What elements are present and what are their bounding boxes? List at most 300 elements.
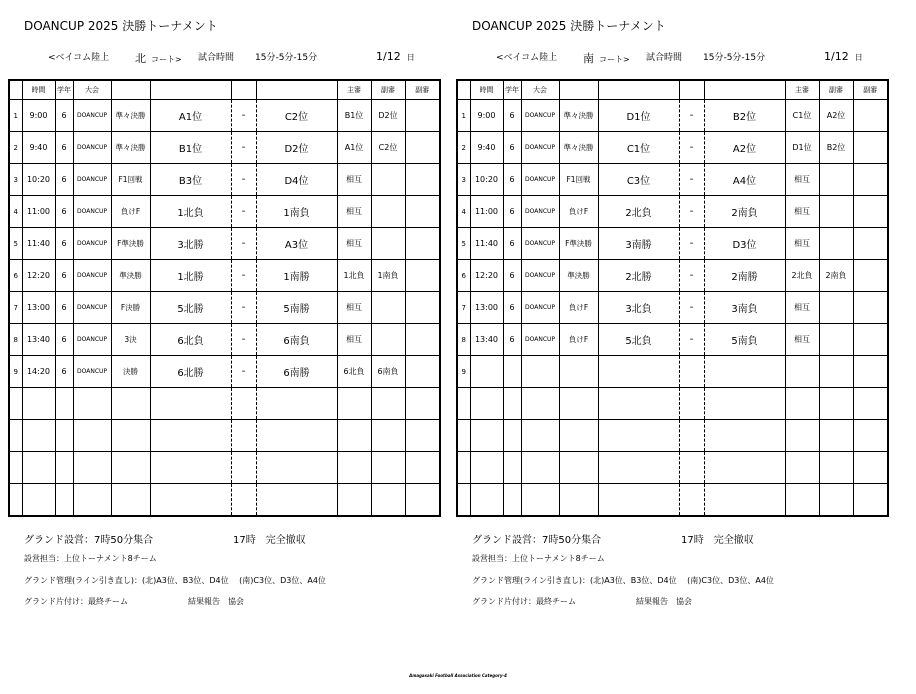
cell-ref2 <box>371 196 405 228</box>
cell-ref1 <box>785 356 819 388</box>
cell-grade <box>503 420 521 452</box>
column-header: 副審 <box>853 80 888 100</box>
match-time-label: 試合時間 <box>646 53 683 63</box>
south-court-panel <box>456 0 896 620</box>
cell-ref1 <box>337 388 371 420</box>
cell-tournament: DOANCUP <box>73 132 111 164</box>
table-row <box>457 132 888 164</box>
cell-vs <box>231 420 256 452</box>
cell-round: 決勝 <box>111 356 150 388</box>
cell-team-b: D4位 <box>256 164 337 196</box>
cell-no <box>457 452 470 484</box>
cell-grade: 6 <box>55 356 73 388</box>
table-row <box>457 324 888 356</box>
cell-round: 準々決勝 <box>111 132 150 164</box>
cell-team-b <box>704 356 785 388</box>
cell-no: 5 <box>457 228 470 260</box>
cell-tournament: DOANCUP <box>73 292 111 324</box>
cell-team-a <box>150 388 231 420</box>
table-row <box>9 100 440 132</box>
cell-no: 6 <box>457 260 470 292</box>
cell-team-b: D2位 <box>256 132 337 164</box>
cell-ref2: A2位 <box>819 100 853 132</box>
cell-grade: 6 <box>503 228 521 260</box>
setup-note: グランド設営：7時50分集合 <box>472 535 602 546</box>
match-time-value: 15分-5分-15分 <box>703 53 766 63</box>
cell-round <box>559 420 598 452</box>
cell-round: 3決 <box>111 324 150 356</box>
cell-team-b: 2南勝 <box>704 260 785 292</box>
cell-round: 準決勝 <box>559 260 598 292</box>
cell-time: 11:40 <box>22 228 55 260</box>
cell-grade <box>503 484 521 517</box>
cell-grade <box>55 420 73 452</box>
schedule-body <box>457 80 888 516</box>
cell-tournament: DOANCUP <box>73 260 111 292</box>
cell-round <box>111 420 150 452</box>
table-row <box>9 324 440 356</box>
cell-round <box>111 388 150 420</box>
cell-team-a: 6北勝 <box>150 356 231 388</box>
cell-no <box>9 420 22 452</box>
cell-ref1: C1位 <box>785 100 819 132</box>
cell-vs: - <box>231 100 256 132</box>
cell-grade: 6 <box>55 164 73 196</box>
cell-grade: 6 <box>55 228 73 260</box>
cell-vs: - <box>231 356 256 388</box>
cell-team-b: A4位 <box>704 164 785 196</box>
cell-vs: - <box>679 324 704 356</box>
cell-ref2: 1南負 <box>371 260 405 292</box>
cell-round <box>559 356 598 388</box>
cell-ref3 <box>405 452 440 484</box>
cell-team-a <box>598 484 679 517</box>
cell-ref1: 相互 <box>785 292 819 324</box>
column-header: 副審 <box>371 80 405 100</box>
match-date <box>824 50 863 63</box>
cell-grade <box>503 356 521 388</box>
cell-round: 準々決勝 <box>559 132 598 164</box>
cell-round <box>559 484 598 517</box>
date-value: 1/12 <box>824 50 849 63</box>
cell-ref3 <box>853 452 888 484</box>
cell-team-a: 2北勝 <box>598 260 679 292</box>
cell-time <box>22 452 55 484</box>
cell-time: 9:40 <box>22 132 55 164</box>
cell-ref1: D1位 <box>785 132 819 164</box>
cell-ref3 <box>405 356 440 388</box>
cell-time: 11:00 <box>22 196 55 228</box>
cell-vs <box>679 356 704 388</box>
column-header <box>231 80 256 100</box>
cell-ref2 <box>371 420 405 452</box>
cell-vs <box>231 388 256 420</box>
cell-ref1: 1北負 <box>337 260 371 292</box>
cell-tournament <box>521 452 559 484</box>
cell-vs <box>231 452 256 484</box>
table-row <box>457 196 888 228</box>
cell-ref3 <box>853 196 888 228</box>
cell-grade <box>55 388 73 420</box>
cell-tournament: DOANCUP <box>73 196 111 228</box>
cell-grade <box>55 484 73 517</box>
date-suffix: 日 <box>406 53 415 62</box>
cell-tournament: DOANCUP <box>521 196 559 228</box>
column-header: 副審 <box>405 80 440 100</box>
column-header <box>256 80 337 100</box>
cell-tournament: DOANCUP <box>521 324 559 356</box>
column-header <box>150 80 231 100</box>
table-row <box>9 356 440 388</box>
table-row <box>457 100 888 132</box>
table-row <box>9 388 440 420</box>
cell-no: 3 <box>457 164 470 196</box>
cell-tournament: DOANCUP <box>521 132 559 164</box>
column-header: 学年 <box>55 80 73 100</box>
cell-ref3 <box>405 228 440 260</box>
cell-ref1 <box>785 484 819 517</box>
court-label <box>135 50 182 66</box>
cell-vs: - <box>679 196 704 228</box>
cell-team-b <box>256 452 337 484</box>
page-title: DOANCUP 2025 決勝トーナメント <box>24 19 218 33</box>
table-row <box>457 292 888 324</box>
cell-vs: - <box>231 132 256 164</box>
cell-ref3 <box>405 164 440 196</box>
cell-team-b: C2位 <box>256 100 337 132</box>
cell-team-a <box>598 388 679 420</box>
cell-vs <box>679 452 704 484</box>
cell-no <box>457 484 470 517</box>
cell-no: 9 <box>9 356 22 388</box>
cell-round: F1回戦 <box>559 164 598 196</box>
cell-no: 8 <box>457 324 470 356</box>
cell-tournament: DOANCUP <box>73 100 111 132</box>
cell-time <box>22 420 55 452</box>
setup-note: グランド設営：7時50分集合 <box>24 535 154 546</box>
cell-no: 8 <box>9 324 22 356</box>
column-header <box>704 80 785 100</box>
cell-ref3 <box>853 484 888 517</box>
cell-ref3 <box>853 100 888 132</box>
cell-ref1: 相互 <box>337 324 371 356</box>
table-row <box>457 260 888 292</box>
cell-team-b <box>256 388 337 420</box>
column-header: 時間 <box>22 80 55 100</box>
column-header: 学年 <box>503 80 521 100</box>
cell-round <box>559 388 598 420</box>
cell-time: 13:40 <box>22 324 55 356</box>
cell-ref1: 6北負 <box>337 356 371 388</box>
cell-no <box>457 388 470 420</box>
table-header-row <box>9 80 440 100</box>
cell-ref3 <box>853 228 888 260</box>
cell-time <box>470 452 503 484</box>
cell-team-a: C1位 <box>598 132 679 164</box>
table-row <box>9 292 440 324</box>
cell-round: 準々決勝 <box>559 100 598 132</box>
association-footer: Amagasaki Football Association Category-4 <box>409 673 507 678</box>
cell-team-b: 6南負 <box>256 324 337 356</box>
page-title: DOANCUP 2025 決勝トーナメント <box>472 19 666 33</box>
cell-team-a: C3位 <box>598 164 679 196</box>
match-date <box>376 50 415 63</box>
cell-ref2: 2南負 <box>819 260 853 292</box>
court-suffix: コート> <box>599 55 630 64</box>
cell-ref3 <box>853 388 888 420</box>
cell-team-a: 5北勝 <box>150 292 231 324</box>
cell-round: F準決勝 <box>559 228 598 260</box>
report-note: 結果報告 協会 <box>188 597 244 606</box>
column-header <box>679 80 704 100</box>
cell-time <box>470 388 503 420</box>
cell-ref3 <box>405 292 440 324</box>
cell-grade: 6 <box>55 260 73 292</box>
cell-ref1 <box>337 484 371 517</box>
cell-time: 12:20 <box>22 260 55 292</box>
table-header-row <box>457 80 888 100</box>
cell-vs <box>679 388 704 420</box>
cell-vs: - <box>679 260 704 292</box>
cell-tournament: DOANCUP <box>73 324 111 356</box>
cell-time: 10:20 <box>22 164 55 196</box>
cell-team-a <box>598 420 679 452</box>
table-row <box>9 452 440 484</box>
cell-no: 6 <box>9 260 22 292</box>
cell-team-a: 3南勝 <box>598 228 679 260</box>
cell-team-b <box>256 420 337 452</box>
cell-ref3 <box>405 196 440 228</box>
cell-vs: - <box>231 260 256 292</box>
cell-team-a: 1北負 <box>150 196 231 228</box>
cell-round: 負けF <box>559 196 598 228</box>
cell-ref3 <box>853 164 888 196</box>
cell-time: 9:00 <box>470 100 503 132</box>
cell-tournament: DOANCUP <box>73 356 111 388</box>
date-suffix: 日 <box>854 53 863 62</box>
cell-tournament: DOANCUP <box>521 292 559 324</box>
cell-round <box>111 484 150 517</box>
court-suffix: コート> <box>151 55 182 64</box>
cell-ref3 <box>405 324 440 356</box>
date-value: 1/12 <box>376 50 401 63</box>
cell-time <box>470 356 503 388</box>
match-time-value: 15分-5分-15分 <box>255 53 318 63</box>
cell-ref1 <box>337 420 371 452</box>
cell-team-b: A2位 <box>704 132 785 164</box>
table-row <box>9 420 440 452</box>
cell-round <box>111 452 150 484</box>
column-header <box>9 80 22 100</box>
cell-team-b: 2南負 <box>704 196 785 228</box>
cell-time: 13:00 <box>470 292 503 324</box>
cell-time: 12:20 <box>470 260 503 292</box>
cell-ref1 <box>785 388 819 420</box>
cell-round: 負けF <box>559 324 598 356</box>
cell-team-b: A3位 <box>256 228 337 260</box>
cell-team-a: 2北負 <box>598 196 679 228</box>
cell-no: 4 <box>9 196 22 228</box>
cell-vs: - <box>679 100 704 132</box>
cell-team-b <box>704 420 785 452</box>
cell-time: 13:00 <box>22 292 55 324</box>
cell-time <box>22 388 55 420</box>
court-label <box>583 50 630 66</box>
cell-ref1: 相互 <box>785 196 819 228</box>
cell-tournament <box>521 420 559 452</box>
cell-ref2 <box>371 484 405 517</box>
cell-ref3 <box>853 132 888 164</box>
cell-vs: - <box>231 196 256 228</box>
cell-ref2 <box>819 484 853 517</box>
cell-no: 5 <box>9 228 22 260</box>
table-row <box>9 484 440 517</box>
cell-round: 準決勝 <box>111 260 150 292</box>
table-row <box>457 164 888 196</box>
ground-management-note: グランド管理(ライン引き直し)：(北)A3位、B3位、D4位 (南)C3位、D3位、A4位 <box>24 576 326 585</box>
column-header: 副審 <box>819 80 853 100</box>
cell-ref1: 相互 <box>337 164 371 196</box>
cell-ref2: B2位 <box>819 132 853 164</box>
cell-ref1 <box>785 452 819 484</box>
cell-grade: 6 <box>55 100 73 132</box>
cell-no: 2 <box>9 132 22 164</box>
cell-team-a <box>598 452 679 484</box>
cell-grade: 6 <box>55 292 73 324</box>
cell-time: 10:20 <box>470 164 503 196</box>
table-row <box>9 228 440 260</box>
column-header <box>598 80 679 100</box>
cell-ref3 <box>405 260 440 292</box>
withdraw-note: 17時 完全撤収 <box>681 535 754 546</box>
cell-team-b <box>704 388 785 420</box>
cell-tournament: DOANCUP <box>521 164 559 196</box>
cell-vs: - <box>679 132 704 164</box>
cell-ref1: B1位 <box>337 100 371 132</box>
cell-tournament <box>521 356 559 388</box>
cell-grade: 6 <box>55 132 73 164</box>
cell-ref2 <box>371 324 405 356</box>
cell-team-b <box>256 484 337 517</box>
court-name: 北 <box>135 52 146 65</box>
cell-team-a: D1位 <box>598 100 679 132</box>
withdraw-note: 17時 完全撤収 <box>233 535 306 546</box>
cell-round: F1回戦 <box>111 164 150 196</box>
cell-grade <box>503 388 521 420</box>
ground-management-note: グランド管理(ライン引き直し)：(北)A3位、B3位、D4位 (南)C3位、D3位、A4位 <box>472 576 774 585</box>
schedule-table <box>456 79 889 517</box>
column-header: 主審 <box>785 80 819 100</box>
cell-grade <box>503 452 521 484</box>
cell-no: 4 <box>457 196 470 228</box>
cell-time: 9:00 <box>22 100 55 132</box>
cell-tournament: DOANCUP <box>73 228 111 260</box>
cell-ref1: A1位 <box>337 132 371 164</box>
cell-ref1: 2北負 <box>785 260 819 292</box>
cell-ref3 <box>405 388 440 420</box>
cell-ref3 <box>405 132 440 164</box>
setup-staff-note: 設営担当：上位トーナメント8チーム <box>472 554 605 563</box>
cell-no <box>9 484 22 517</box>
cell-ref1: 相互 <box>337 228 371 260</box>
cell-ref2 <box>819 228 853 260</box>
cell-no: 7 <box>457 292 470 324</box>
schedule-body <box>9 80 440 516</box>
column-header: 大会 <box>73 80 111 100</box>
cell-ref3 <box>853 292 888 324</box>
table-row <box>457 228 888 260</box>
cell-team-a: A1位 <box>150 100 231 132</box>
match-time-label: 試合時間 <box>198 53 235 63</box>
cell-ref2 <box>819 164 853 196</box>
cell-grade: 6 <box>503 196 521 228</box>
cell-ref2 <box>819 420 853 452</box>
cleanup-note: グランド片付け：最終チーム <box>24 597 128 606</box>
table-row <box>457 420 888 452</box>
cell-no: 1 <box>457 100 470 132</box>
cell-round: 負けF <box>111 196 150 228</box>
cell-ref3 <box>405 100 440 132</box>
cell-time <box>470 420 503 452</box>
column-header: 時間 <box>470 80 503 100</box>
cell-team-a <box>598 356 679 388</box>
cell-team-a: 3北勝 <box>150 228 231 260</box>
cell-team-a: B3位 <box>150 164 231 196</box>
cell-ref3 <box>405 420 440 452</box>
venue-label: <ベイコム陸上 <box>48 53 110 63</box>
cell-tournament <box>73 420 111 452</box>
cell-team-a <box>150 420 231 452</box>
cell-team-b: 1南勝 <box>256 260 337 292</box>
cell-tournament <box>73 484 111 517</box>
cell-ref3 <box>853 356 888 388</box>
cell-ref1: 相互 <box>785 324 819 356</box>
cell-ref3 <box>405 484 440 517</box>
cell-ref2 <box>371 388 405 420</box>
cell-ref2 <box>371 164 405 196</box>
cell-no: 1 <box>9 100 22 132</box>
cell-team-a: 5北負 <box>598 324 679 356</box>
cell-team-b: B2位 <box>704 100 785 132</box>
cell-grade: 6 <box>503 164 521 196</box>
table-row <box>9 164 440 196</box>
cell-ref2: C2位 <box>371 132 405 164</box>
cell-team-b: 5南負 <box>704 324 785 356</box>
cell-grade: 6 <box>55 196 73 228</box>
cell-vs <box>679 420 704 452</box>
cell-ref2 <box>819 452 853 484</box>
column-header <box>111 80 150 100</box>
cell-ref3 <box>853 420 888 452</box>
cell-time: 11:40 <box>470 228 503 260</box>
cell-ref1 <box>785 420 819 452</box>
cell-time: 11:00 <box>470 196 503 228</box>
cell-team-a: 3北負 <box>598 292 679 324</box>
column-header <box>457 80 470 100</box>
cell-round: 準々決勝 <box>111 100 150 132</box>
cell-tournament: DOANCUP <box>521 228 559 260</box>
cell-round <box>559 452 598 484</box>
cell-vs: - <box>231 228 256 260</box>
venue-label: <ベイコム陸上 <box>496 53 558 63</box>
cell-round: F決勝 <box>111 292 150 324</box>
cell-time: 13:40 <box>470 324 503 356</box>
setup-staff-note: 設営担当：上位トーナメント8チーム <box>24 554 157 563</box>
cell-team-a <box>150 452 231 484</box>
cell-tournament: DOANCUP <box>521 260 559 292</box>
cell-no: 7 <box>9 292 22 324</box>
table-row <box>457 388 888 420</box>
